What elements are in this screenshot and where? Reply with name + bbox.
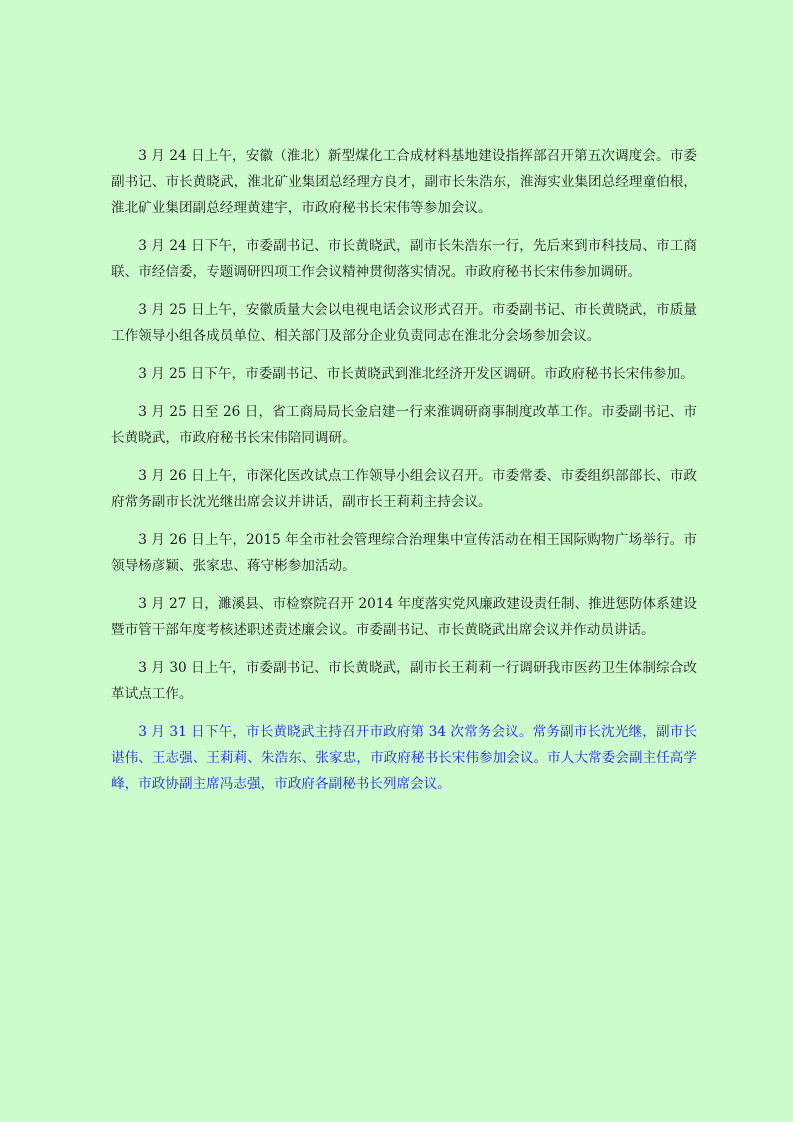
paragraph-3: 3 月 25 日上午，安徽质量大会以电视电话会议形式召开。市委副书记、市长黄晓武，市质量工作领导小组各成员单位、相关部门及部分企业负责同志在淮北分会场参加会议。 [111,302,697,345]
document-body [111,143,697,809]
paragraph-8: 3 月 27 日，濉溪县、市检察院召开 2014 年度落实党风廉政建设责任制、推进惩防体系建设暨市管干部年度考核述职述责述廉会议。市委副书记、市长黄晓武出席会议并作动员讲话。 [111,596,697,639]
paragraph-5: 3 月 25 日至 26 日，省工商局局长金启建一行来淮调研商事制度改革工作。市委副书记、市长黄晓武，市政府秘书长宋伟陪同调研。 [111,404,697,447]
paragraph-6: 3 月 26 日上午，市深化医改试点工作领导小组会议召开。市委常委、市委组织部部长、市政府常务副市长沈光继出席会议并讲话，副市长王莉莉主持会议。 [111,468,697,511]
paragraph-2: 3 月 24 日下午，市委副书记、市长黄晓武，副市长朱浩东一行，先后来到市科技局、市工商联、市经信委，专题调研四项工作会议精神贯彻落实情况。市政府秘书长宋伟参加调研。 [111,238,697,281]
paragraph-10-highlighted: 3 月 31 日下午，市长黄晓武主持召开市政府第 34 次常务会议。常务副市长沈光继，副市长谌伟、王志强、王莉莉、朱浩东、张家忠，市政府秘书长宋伟参加会议。市人大常委会副主任高学峰，市政协副主席冯志强，市政府各副秘书长列席会议。 [111,724,697,793]
paragraph-1: 3 月 24 日上午，安徽（淮北）新型煤化工合成材料基地建设指挥部召开第五次调度会。市委副书记、市长黄晓武，淮北矿业集团总经理方良才，副市长朱浩东，淮海实业集团总经理童伯根，淮北矿业集团副总经理黄建宇，市政府秘书长宋伟等参加会议。 [111,148,697,217]
paragraph-4: 3 月 25 日下午，市委副书记、市长黄晓武到淮北经济开发区调研。市政府秘书长宋伟参加。 [138,366,694,383]
paragraph-9: 3 月 30 日上午，市委副书记、市长黄晓武，副市长王莉莉一行调研我市医药卫生体制综合改革试点工作。 [111,660,697,703]
paragraph-7: 3 月 26 日上午，2015 年全市社会管理综合治理集中宣传活动在相王国际购物广场举行。市领导杨彦颖、张家忠、蒋守彬参加活动。 [111,532,697,575]
